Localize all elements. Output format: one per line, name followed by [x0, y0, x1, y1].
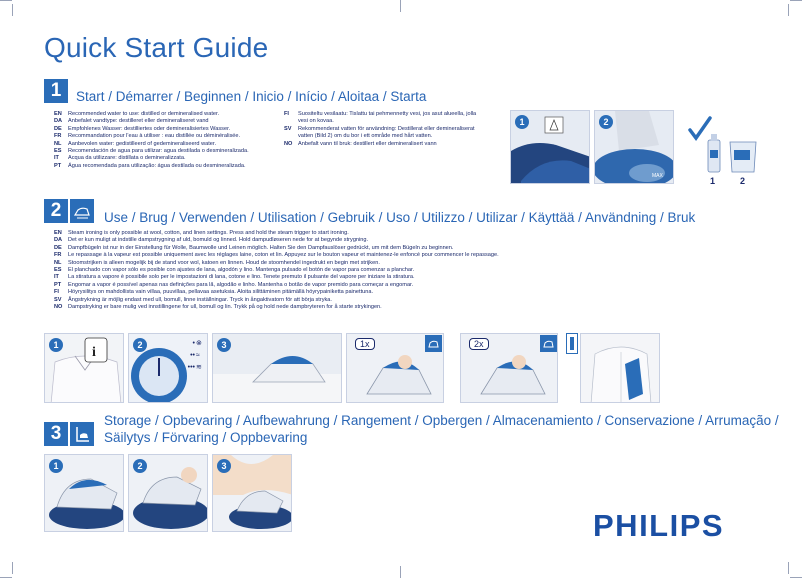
bottle-label-2: 2 [740, 176, 746, 186]
lang-line: PT Engomar a vapor é possível apenas nas definições para lã, algodão e linho. Mantenha o botão de vapor premido para começar a engomar. [54, 281, 414, 288]
lang-line: FR Le repassage à la vapeur est possible uniquement avec les réglages laine, coton et lin. Appuyez sur le bouton vapeur et maintenez-le enfoncé pour commencer le repassage. [54, 252, 499, 259]
section-2-text [54, 230, 499, 311]
section-3-number: 3 [44, 422, 68, 446]
section-1-title: Start / Démarrer / Beginnen / Inicio / Início / Aloitaa / Starta [76, 89, 427, 104]
lang-line: EN Recommended water to use: distilled or demineralised water. [54, 111, 220, 117]
step-badge: 1 [49, 459, 63, 473]
lang-line: NL Stoomstrijken is alleen mogelijk bij de stand voor wol, katoen en linnen. Houd de stoomhendel ingedrukt en begin met strijken. [54, 259, 380, 266]
crop-mark [0, 0, 12, 1]
lang-line: NL Aanbevolen water: gedistilleerd of gedemineraliseerd water. [54, 140, 217, 147]
section-2-number: 2 [44, 199, 68, 223]
lang-line: DE Empfohlenes Wasser: destilliertes oder demineralisiertes Wasser. [54, 125, 231, 132]
use-illustration-2 [128, 333, 208, 403]
step-badge: 1 [49, 338, 63, 352]
lang-line: IT La stiratura a vapore è possibile solo per le impostazioni di lana, cotone e lino. Tenete premuto il pulsante del vapore per iniziare la stiratura. [54, 274, 415, 281]
vertical-steam-icon [566, 333, 578, 403]
crop-mark [790, 0, 802, 1]
lang-line: vatten (Bild 2) om du bor i ett område med hårt vatten. [298, 133, 433, 140]
lang-line: PT Água recomendada para utilização: água destilada ou desmineralizada. [54, 162, 246, 169]
section-3-icon-box [70, 422, 94, 446]
storage-icon [71, 423, 93, 445]
page-title: Quick Start Guide [44, 32, 269, 63]
crop-mark [400, 566, 401, 578]
no-steam-icon: ⊗ [196, 340, 202, 347]
steam-icon: ≋ [196, 364, 202, 371]
use-illustration-1 [44, 333, 124, 403]
section-3-title-line2: Säilytys / Förvaring / Oppbevaring [104, 430, 308, 445]
lang-line: NO Anbefalt vann til bruk: destillert eller demineralisert vann [284, 140, 437, 147]
section-1-text-right [284, 111, 476, 148]
crop-mark [12, 562, 13, 574]
steam-button-icon [425, 335, 442, 352]
step-badge: 2 [599, 115, 613, 129]
lang-line: DA Anbefalet vandtype: destilleret eller demineraliseret vand [54, 118, 209, 125]
vertical-steaming-image [581, 334, 660, 403]
step-badge: 3 [217, 459, 231, 473]
lang-line: NO Dampstryking er bare mulig ved innstillingene for ull, bomull og lin. Trykk på og hold nede dampbryteren for å starte strykingen. [54, 304, 382, 311]
use-illustration-6 [580, 333, 660, 403]
crop-mark [400, 0, 401, 12]
section-3-title: Storage / Opbevaring / Aufbewahrung / Rangement / Opbergen / Almacenamiento / Conservazione / Arrumação / [104, 413, 779, 428]
section-1-number: 1 [44, 79, 68, 103]
section-2-title: Use / Brug / Verwenden / Utilisation / Gebruik / Uso / Utilizzo / Utilizar / Käyttää / Användning / Bruk [104, 210, 696, 225]
lang-line: IT Acqua da utilizzare: distillata o demineralizzata. [54, 155, 186, 162]
bottle-label-1: 1 [710, 176, 716, 186]
fabric-symbols [196, 338, 202, 374]
lang-line: EN Steam ironing is only possible at wool, cotton, and linen settings. Press and hold the steam trigger to start ironing. [54, 230, 349, 236]
step-badge: 3 [217, 338, 231, 352]
water-type-illustration [682, 112, 762, 188]
storage-illustration-3 [212, 454, 292, 532]
lang-line: vesi on kovaa. [298, 118, 334, 125]
press-count-tag: 2x [469, 338, 489, 350]
storage-illustration-2 [128, 454, 208, 532]
section-2-icon-box [70, 199, 94, 223]
section-1-text-left [54, 111, 249, 170]
start-illustration-2 [594, 110, 674, 184]
lang-line: ES El planchado con vapor sólo es posible con ajustes de lana, algodón y lino. Mantenga pulsado el botón de vapor para comenzar a planchar. [54, 267, 415, 274]
steam-button-icon [540, 335, 557, 352]
lang-line: SV Rekommenderat vatten för användning: Destillerat eller demineraliserat [284, 125, 475, 132]
steam-icon: ≈ [196, 352, 200, 359]
crop-mark [788, 4, 789, 16]
temperature-dots: • •• ••• [187, 340, 195, 371]
lang-line: FI Suositeltu vesilaatu: Tislattu tai pehmennetty vesi, jos asut alueella, jolla [284, 111, 477, 117]
philips-logo: PHILIPS [593, 508, 725, 543]
crop-mark [12, 4, 13, 16]
svg-text:i: i [92, 345, 96, 360]
lang-line: ES Recomendación de agua para utilizar: agua destilada o desmineralizada. [54, 148, 249, 155]
storage-illustration-1 [44, 454, 124, 532]
press-count-tag: 1x [355, 338, 375, 350]
iron-on-board-image [213, 334, 342, 403]
max-label: MAX [652, 173, 663, 179]
lang-line: FI Höyrysilitys on mahdollista vain villaa, puuvillaa, pellavaa asetuksia. Aloita silittäminen pitämällä höyrypainiketta painettuna. [54, 289, 374, 296]
step-badge: 2 [133, 459, 147, 473]
lang-line: FR Recommandation pour l'eau à utiliser : eau distillée ou déminéralisée. [54, 133, 241, 140]
water-bottles-image [682, 112, 762, 176]
lang-line: SV Ångstrykning är möjlig endast med ull, bomull, linne inställningar. Tryck in ångaktivatorn för att börja stryka. [54, 296, 332, 303]
use-illustration-3 [212, 333, 342, 403]
step-badge: 1 [515, 115, 529, 129]
lang-line: DA Det er kun muligt at indstille dampstrygning af uld, bomuld og linned. Hold dampudløseren nede for at begynde strygning. [54, 237, 369, 244]
step-badge: 2 [133, 338, 147, 352]
start-illustration-1 [510, 110, 590, 184]
crop-mark [788, 562, 789, 574]
lang-line: DE Dampfbügeln ist nur in der Einstellung für Wolle, Baumwolle und Leinen möglich. Halten Sie den Dampfauslöser gedrückt, um mit dem Bügeln zu beginnen. [54, 244, 454, 251]
steam-iron-icon [71, 200, 93, 222]
